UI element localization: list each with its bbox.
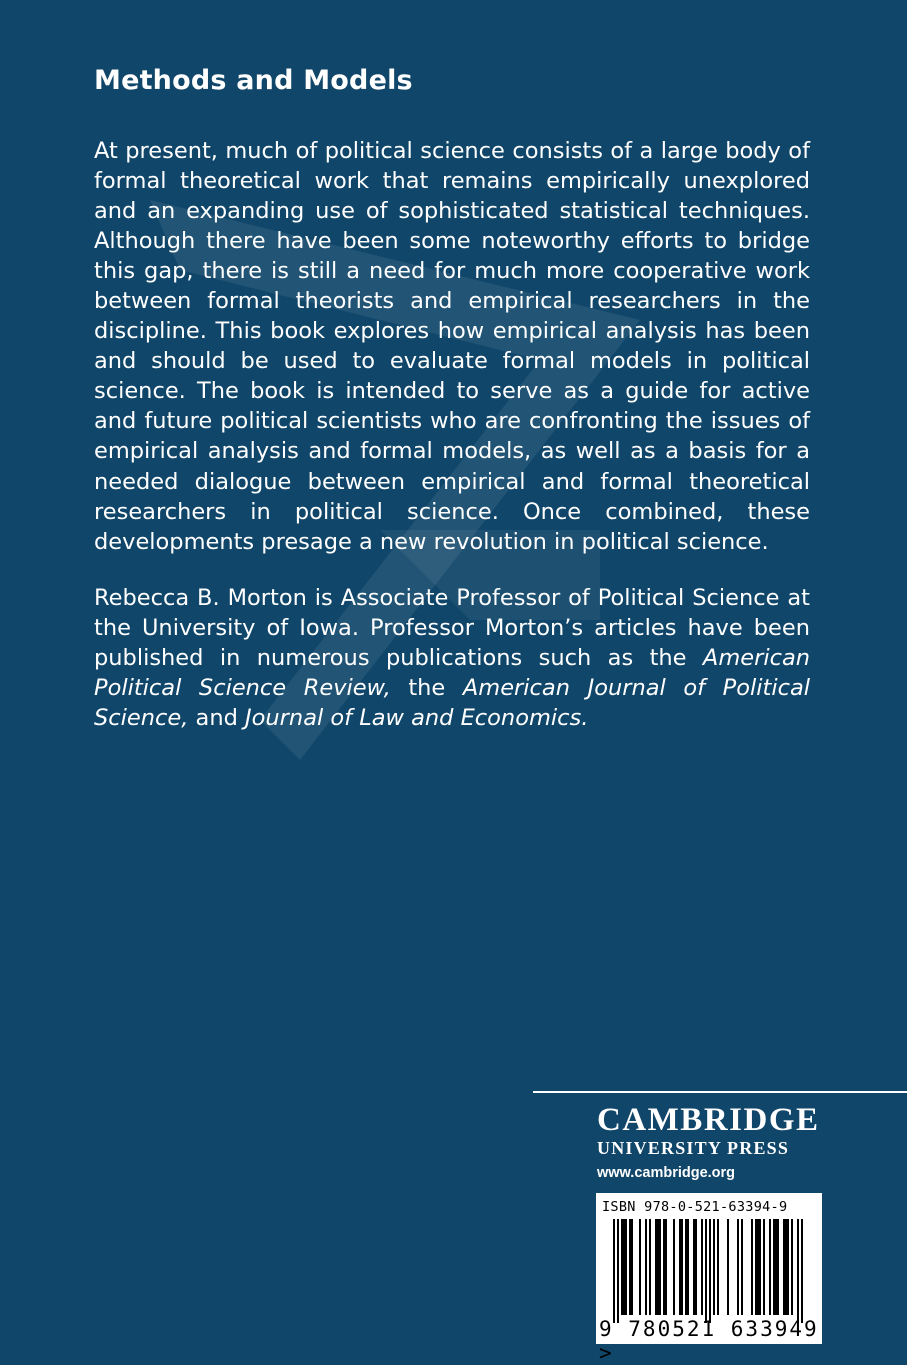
barcode-bar [785,1219,787,1315]
barcode-bar [663,1219,665,1315]
barcode-bar [763,1219,765,1315]
barcode-bar [741,1219,743,1315]
barcode-bar [693,1219,695,1315]
barcode-bar [629,1219,631,1315]
barcode-bar [705,1219,707,1323]
barcode-bar [673,1219,675,1315]
barcode-bar [751,1219,753,1315]
barcode-bar [727,1219,729,1315]
publisher-name: CAMBRIDGE [597,1102,820,1138]
barcode-bar [649,1219,651,1315]
author-bio-intro: Rebecca B. Morton is Associate Professor of Political Science at the University of Iowa. Professor Morton’s articles have been published in numerous publications such as the [94,584,810,671]
barcode-bar [655,1219,657,1315]
barcode-bar [757,1219,759,1315]
author-bio-mid: the [390,674,463,701]
ean-digits: 9 780521 633949 > [599,1317,819,1365]
journal-jle: Journal of Law and Economics. [245,704,589,731]
barcode-bar [783,1219,785,1315]
barcode-bar [695,1219,697,1315]
barcode-bar [623,1219,625,1315]
barcode-bar [681,1219,683,1315]
barcode-bar [665,1219,667,1315]
barcode-bar [685,1219,687,1315]
barcode-bar [631,1219,633,1315]
barcode-bar [737,1219,739,1315]
barcode-bar [797,1219,799,1323]
barcode-bar [717,1219,719,1315]
barcode-bar [617,1219,619,1323]
barcode-bar [801,1219,803,1323]
author-bio-and: and [188,704,246,731]
barcode-bar [639,1219,641,1315]
barcode-bar [777,1219,779,1315]
barcode-bar [755,1219,757,1315]
barcode-bar [787,1219,789,1315]
publisher-block [597,1103,827,1181]
barcode-bar [679,1219,681,1315]
barcode-bar [759,1219,761,1315]
back-cover-text [94,62,810,733]
barcode-bar [769,1219,771,1315]
barcode-bar [791,1219,793,1315]
author-bio [94,583,810,733]
barcode-bar [701,1219,703,1315]
publisher-divider [533,1091,907,1093]
barcode-bar [645,1219,647,1315]
isbn-label: ISBN 978-0-521-63394-9 [602,1199,788,1215]
barcode-bar [775,1219,777,1315]
book-description: At present, much of political science consists of a large body of formal theoretical work that remains empirically unexplored and an expanding use of sophisticated statistical techniques. Although there have been some noteworthy efforts to bridge this gap, there is still a need for much more cooperative work between formal theorists and empirical researchers in the discipline. This book explores how empirical analysis has been and should be used to evaluate formal models in political science. The book is intended to serve as a guide for active and future political scientists who are confronting the issues of empirical analysis and formal models, as well as a basis for a needed dialogue between empirical and formal theoretical researchers in political science. Once combined, these developments presage a new revolution in political science. [94,138,810,555]
journal-apsr: American Political Science Review, [94,644,810,701]
journal-ajps: American Journal of Political Science, [94,674,810,731]
barcode-bar [709,1219,711,1323]
barcode-bar [621,1219,623,1315]
barcode-bar [687,1219,689,1315]
publisher-subtitle: UNIVERSITY PRESS [597,1138,790,1158]
barcode-bar [613,1219,615,1323]
barcode-bar [625,1219,627,1315]
barcode-bar [659,1219,661,1315]
book-title: Methods and Models [94,65,413,96]
barcode-bar [773,1219,775,1315]
barcode-bar [713,1219,715,1315]
barcode-bar [657,1219,659,1315]
isbn-barcode [596,1193,822,1365]
publisher-url: www.cambridge.org [597,1165,736,1181]
